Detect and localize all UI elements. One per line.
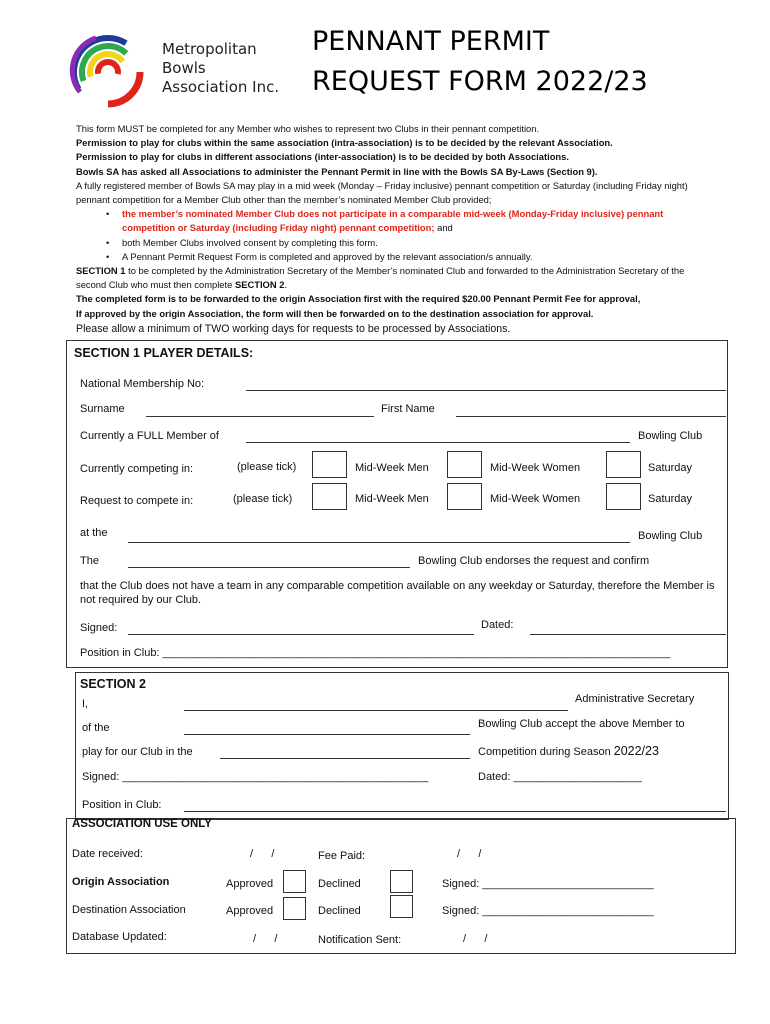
destination-approved-checkbox[interactable] [283,897,306,920]
bowling-club-label-2: Bowling Club [638,530,703,542]
surname-label: Surname [80,403,125,415]
first-name-field[interactable] [456,416,726,417]
condition-1: • the member’s nominated Member Club does not participate in a comparable mid-week (Monday-Friday inclusive) pennant competition or Saturday (including Friday night) pennant competition; and [106,207,716,235]
saturday-label-1: Saturday [648,462,693,474]
secretary-name-field[interactable] [184,710,568,711]
intro-p7: The completed form is to be forwarded to the origin Association first with the required $20.00 Pennant Permit Fee for approval, [76,293,641,305]
request-label: Request to compete in: [80,495,194,507]
request-saturday-checkbox[interactable] [606,483,641,510]
signed-label-1: Signed: [80,622,118,634]
section-1-heading: SECTION 1 PLAYER DETAILS: [74,346,254,360]
conditions-list [76,207,716,264]
please-tick-2: (please tick) [233,493,293,505]
midweek-men-label-2: Mid-Week Men [355,493,429,505]
date-received-field[interactable]: / / [250,848,275,860]
signature-field-1[interactable] [128,634,474,635]
intro-p9: Please allow a minimum of TWO working days for requests to be processed by Associations. [76,322,511,335]
section-2-heading: SECTION 2 [80,677,146,691]
surname-field[interactable] [146,416,374,417]
request-midweek-men-checkbox[interactable] [312,483,347,510]
intro-p3: Permission to play for clubs in different associations (inter-association) is to be decided by both Associations. [76,151,569,163]
intro-p6: SECTION 1 to be completed by the Administration Secretary of the Member’s nominated Club and forwarded to the Administration Secretary of the second Club who must then complete SECTION 2. [76,265,685,291]
position-field-2[interactable] [184,811,726,812]
request-club-field[interactable] [128,542,630,543]
dated-field-2[interactable]: Dated: _____________________ [478,771,642,783]
origin-declined-checkbox[interactable] [390,870,413,893]
title-line-1: PENNANT PERMIT [312,26,550,57]
database-updated-field[interactable]: / / [253,933,278,945]
form-title [312,22,648,102]
competing-label: Currently competing in: [80,463,194,475]
approved-label-2: Approved [226,905,274,917]
endorse-text: Bowling Club endorses the request and confirm [418,555,650,567]
full-member-club-field[interactable] [246,442,630,443]
admin-secretary-label: Administrative Secretary [575,693,695,705]
request-midweek-women-checkbox[interactable] [447,483,482,510]
accept-text: Bowling Club accept the above Member to [478,718,685,730]
origin-approved-checkbox[interactable] [283,870,306,893]
intro-p5: A fully registered member of Bowls SA may play in a mid week (Monday – Friday inclusive) pennant competition or Saturday (including Friday night) pennant competition for a Member Club other than the member’s nominated Member Club provided; [76,179,688,206]
midweek-men-label-1: Mid-Week Men [355,462,429,474]
current-midweek-men-checkbox[interactable] [312,451,347,478]
intro-text [76,122,716,337]
midweek-women-label-2: Mid-Week Women [490,493,581,505]
membership-label: National Membership No: [80,378,205,390]
accepting-club-field[interactable] [184,734,470,735]
bowling-club-label-1: Bowling Club [638,430,703,442]
first-name-label: First Name [381,403,435,415]
logo-line-3: Association Inc. [162,78,280,96]
origin-label: Origin Association [72,876,170,888]
competition-field[interactable] [220,758,470,759]
logo-line-2: Bowls [162,59,206,77]
approved-label-1: Approved [226,878,274,890]
database-updated-label: Database Updated: [72,931,167,943]
i-label: I, [82,698,89,710]
current-midweek-women-checkbox[interactable] [447,451,482,478]
current-saturday-checkbox[interactable] [606,451,641,478]
intro-p1: This form MUST be completed for any Member who wishes to represent two Clubs in their pennant competition. [76,123,540,134]
dated-field-1[interactable] [530,634,726,635]
date-received-label: Date received: [72,848,143,860]
position-field-1[interactable]: Position in Club: ___________________________________________________________________________________ [80,647,671,659]
signature-field-2[interactable]: Signed: __________________________________________________ [82,771,429,783]
at-the-label: at the [80,527,108,539]
declined-label-1: Declined [318,878,361,890]
competition-text: Competition during Season 2022/23 [478,744,659,758]
condition-2: • both Member Clubs involved consent by completing this form. [106,236,716,250]
play-label: play for our Club in the [82,746,193,758]
the-label: The [80,555,99,567]
of-the-label: of the [82,722,110,734]
notification-field[interactable]: / / [463,933,488,945]
notification-label: Notification Sent: [318,934,402,946]
logo-text [162,40,279,97]
destination-declined-checkbox[interactable] [390,895,413,918]
association-heading: ASSOCIATION USE ONLY [72,818,212,830]
midweek-women-label-1: Mid-Week Women [490,462,581,474]
condition-3: • A Pennant Permit Request Form is completed and approved by the relevant association/s annually. [106,250,716,264]
dated-label-1: Dated: [481,619,514,631]
position-label-2: Position in Club: [82,799,162,811]
membership-field[interactable] [246,390,726,391]
declined-label-2: Declined [318,905,361,917]
season-value: 2022/23 [613,744,659,758]
fee-paid-field[interactable]: / / [457,848,482,860]
logo-line-1: Metropolitan [162,40,257,58]
destination-label: Destination Association [72,904,186,916]
please-tick-1: (please tick) [237,461,297,473]
endorsing-club-field[interactable] [128,567,410,568]
intro-p8: If approved by the origin Association, the form will then be forwarded on to the destination association for approval. [76,307,594,319]
full-member-label: Currently a FULL Member of [80,430,219,442]
saturday-label-2: Saturday [648,493,693,505]
origin-signature-field[interactable]: Signed: ____________________________ [442,878,654,890]
destination-signature-field[interactable]: Signed: ____________________________ [442,905,654,917]
intro-p2: Permission to play for clubs within the same association (intra-association) is to be decided by the relevant Association. [76,137,613,149]
intro-p4: Bowls SA has asked all Associations to administer the Pennant Permit in line with the Bowls SA By-Laws (Section 9). [76,165,598,177]
title-line-2: REQUEST FORM 2022/23 [312,66,648,97]
fee-paid-label: Fee Paid: [318,850,366,862]
club-statement: that the Club does not have a team in any comparable competition available on any weekday or Saturday, therefore the Member is not required by our Club. [80,580,715,606]
